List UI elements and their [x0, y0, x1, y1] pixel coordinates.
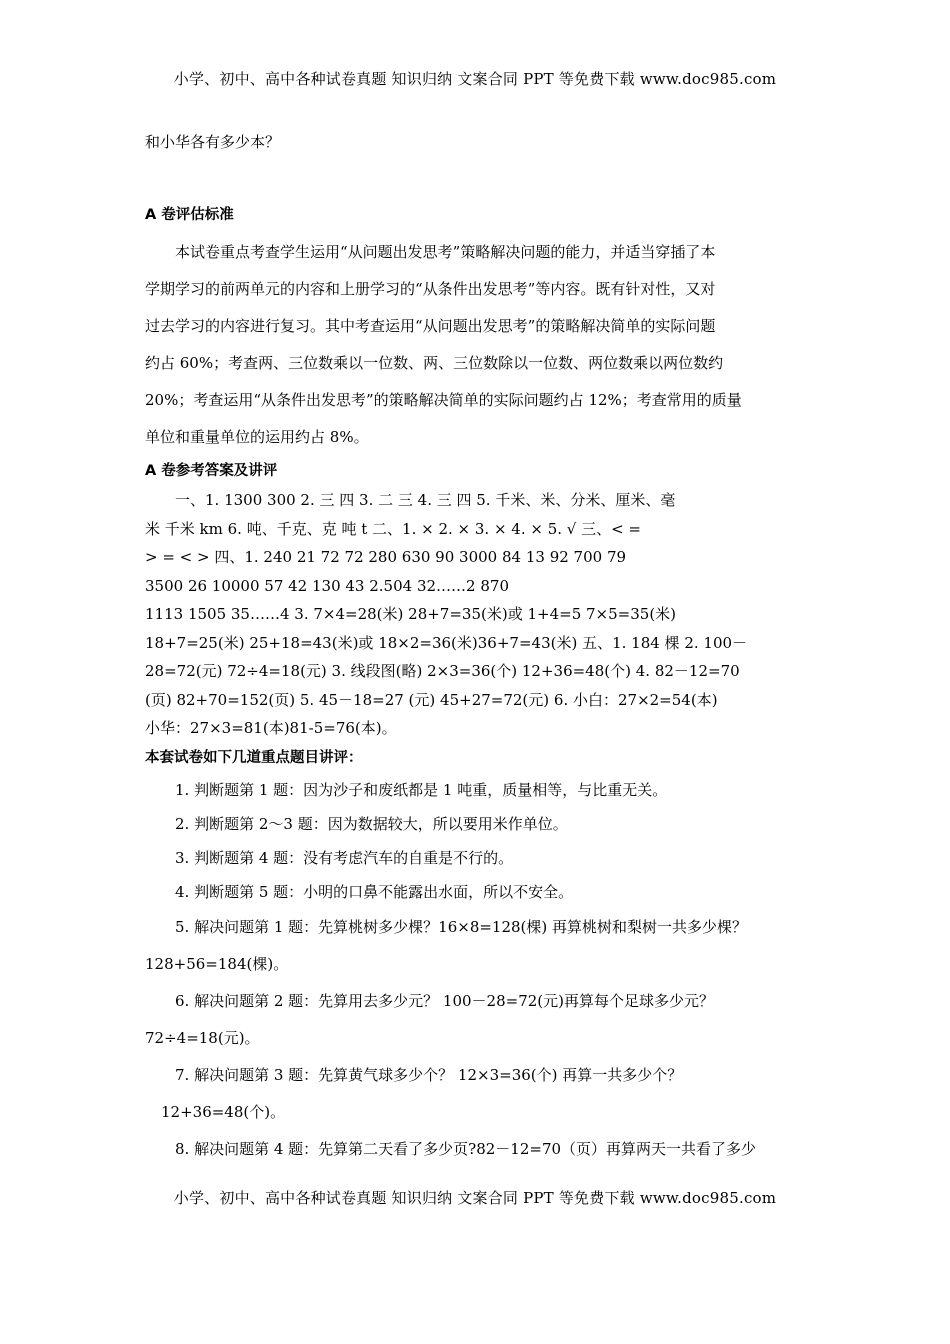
answer-line: 小华：27×3=81(本)81-5=76(本)。 [145, 719, 397, 737]
review-item: 5. 解决问题第 1 题：先算桃树多少棵？16×8=128(棵) 再算桃树和梨树一共多少棵？ [175, 917, 748, 936]
answer-line: 米 千米 km 6. 吨、千克、克 吨 t 二、1. × 2. × 3. × 4. × 5. √ 三、< = [145, 519, 642, 538]
intro-line: 和小华各有多少本？ [145, 133, 281, 151]
section-heading-answers: A 卷参考答案及讲评 [145, 463, 278, 479]
answer-line: > = < > 四、1. 240 21 72 72 280 630 90 3000 84 13 92 700 79 [145, 548, 627, 566]
page-footer: 小学、初中、高中各种试卷真题 知识归纳 文案合同 PPT 等免费下载 www.doc985.com [173, 1189, 777, 1207]
review-item: 2. 判断题第 2～3 题：因为数据较大，所以要用米作单位。 [175, 814, 568, 833]
answer-line: 3500 26 10000 57 42 130 43 2.504 32……2 870 [145, 576, 509, 595]
section-heading-evaluation: A 卷评估标准 [145, 207, 234, 223]
answer-line: 1113 1505 35……4 3. 7×4=28(米) 28+7=35(米)或 1+4=5 7×5=35(米) [145, 605, 677, 623]
answer-line: (页) 82+70=152(页) 5. 45－18=27 (元) 45+27=72(元) 6. 小白：27×2=54(本) [145, 690, 718, 709]
evaluation-line: 本试卷重点考查学生运用“从问题出发思考”策略解决问题的能力，并适当穿插了本 [175, 243, 716, 261]
evaluation-line: 单位和重量单位的运用约占 8%。 [145, 428, 369, 446]
review-item: 7. 解决问题第 3 题：先算黄气球多少个？ 12×3=36(个) 再算一共多少个？ [175, 1065, 683, 1084]
evaluation-line: 20%；考查运用“从条件出发思考”的策略解决简单的实际问题约占 12%；考查常用的质量 [145, 391, 742, 409]
review-item: 8. 解决问题第 4 题：先算第二天看了多少页?82－12=70（页）再算两天一共看了多少 [175, 1139, 757, 1158]
review-item: 4. 判断题第 5 题：小明的口鼻不能露出水面，所以不安全。 [175, 882, 574, 901]
answer-line: 28=72(元) 72÷4=18(元) 3. 线段图(略) 2×3=36(个) 12+36=48(个) 4. 82－12=70 [145, 662, 740, 680]
document-body [145, 128, 810, 1168]
evaluation-line: 约占 60%；考查两、三位数乘以一位数、两、三位数除以一位数、两位数乘以两位数约 [145, 354, 724, 372]
review-item-continuation: 12+36=48(个)。 [161, 1102, 286, 1121]
evaluation-line: 过去学习的内容进行复习。其中考查运用“从问题出发思考”的策略解决简单的实际问题 [145, 317, 716, 335]
review-item-continuation: 72÷4=18(元)。 [145, 1028, 260, 1047]
review-item-continuation: 128+56=184(棵)。 [145, 954, 289, 973]
review-item: 3. 判断题第 4 题：没有考虑汽车的自重是不行的。 [175, 848, 514, 867]
evaluation-line: 学期学习的前两单元的内容和上册学习的“从条件出发思考”等内容。既有针对性，又对 [145, 280, 716, 298]
review-item: 6. 解决问题第 2 题：先算用去多少元？ 100－28=72(元)再算每个足球多少元？ [175, 991, 715, 1010]
page-header: 小学、初中、高中各种试卷真题 知识归纳 文案合同 PPT 等免费下载 www.doc985.com [173, 70, 777, 88]
section-heading-review: 本套试卷如下几道重点题目讲评： [145, 749, 363, 766]
review-item: 1. 判断题第 1 题：因为沙子和废纸都是 1 吨重，质量相等，与比重无关。 [175, 780, 668, 799]
answer-line: 一、1. 1300 300 2. 三 四 3. 二 三 4. 三 四 5. 千米、米、分米、厘米、毫 [175, 491, 676, 509]
answer-line: 18+7=25(米) 25+18=43(米)或 18×2=36(米)36+7=43(米) 五、1. 184 棵 2. 100－ [145, 633, 748, 652]
